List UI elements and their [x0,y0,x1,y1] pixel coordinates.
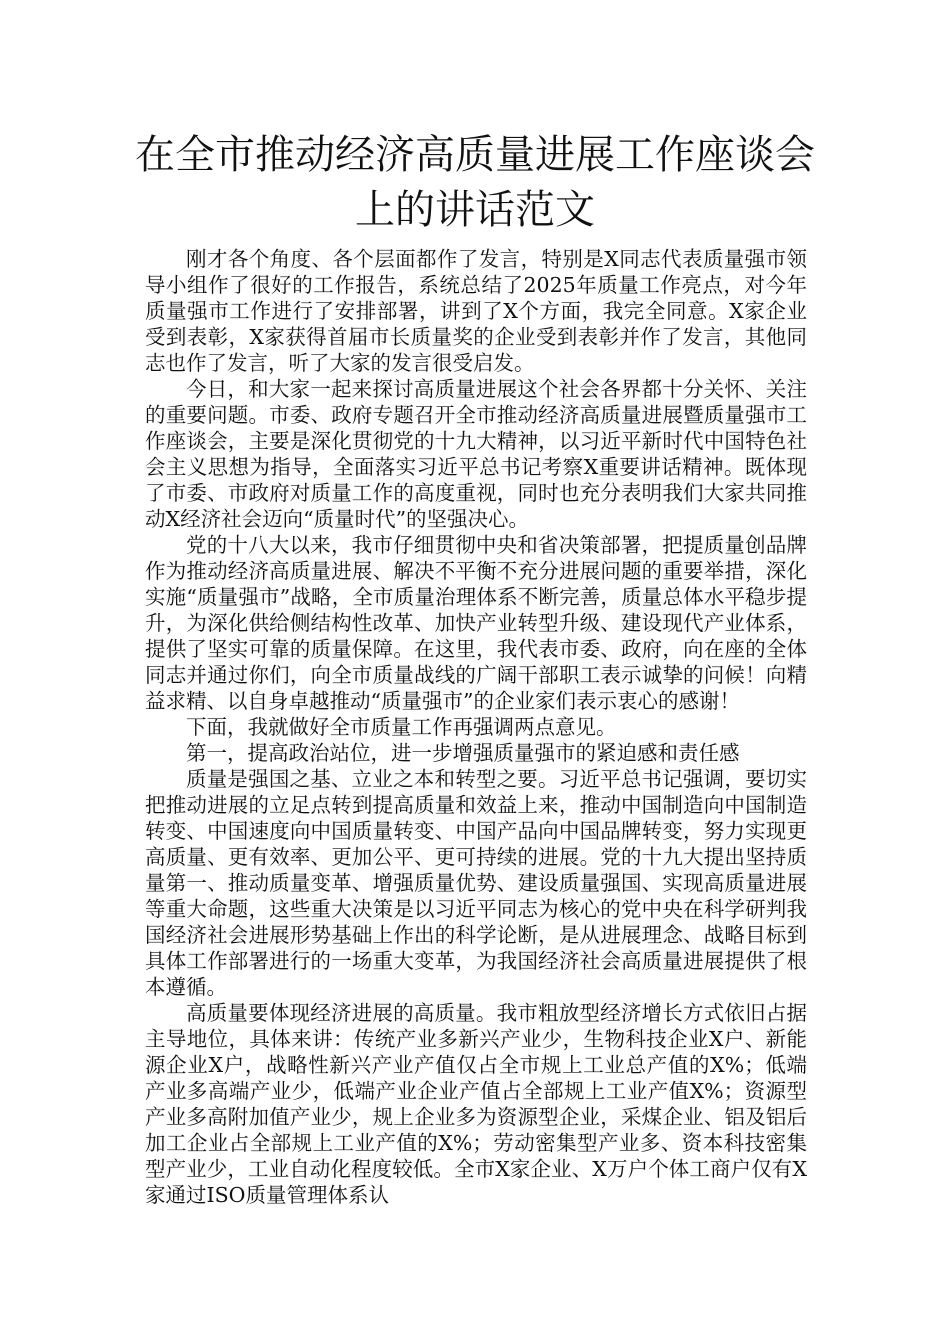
document-body [145,246,807,1208]
paragraph: 今日，和大家一起来探讨高质量进展这个社会各界都十分关怀、关注的重要问题。市委、政府专题召开全市推动经济高质量进展暨质量强市工作座谈会，主要是深化贯彻党的十九大精神，以习近平新时代中国特色社会主义思想为指导，全面落实习近平总书记考察X重要讲话精神。既体现了市委、市政府对质量工作的高度重视，同时也充分表明我们大家共同推动X经济社会迈向“质量时代”的坚强决心。 [145,377,807,531]
title-line-2: 上的讲话范文 [355,187,595,233]
paragraph: 质量是强国之基、立业之本和转型之要。习近平总书记强调，要切实把推动进展的立足点转到提高质量和效益上来，推动中国制造向中国制造转变、中国速度向中国质量转变、中国产品向中国品牌转变，努力实现更高质量、更有效率、更加公平、更可持续的进展。党的十九大提出坚持质量第一、推动质量变革、增强质量优势、建设质量强国、实现高质量进展等重大命题，这些重大决策是以习近平同志为核心的党中央在科学研判我国经济社会进展形势基础上作出的科学论断，是从进展理念、战略目标到具体工作部署进行的一场重大变革，为我国经济社会高质量进展提供了根本遵循。 [145,767,807,999]
paragraph: 刚才各个角度、各个层面都作了发言，特别是X同志代表质量强市领导小组作了很好的工作报告，系统总结了2025年质量工作亮点，对今年质量强市工作进行了安排部署，讲到了X个方面，我完全同意。X家企业受到表彰，X家获得首届市长质量奖的企业受到表彰并作了发言，其他同志也作了发言，听了大家的发言很受启发。 [145,247,807,375]
paragraph: 高质量要体现经济进展的高质量。我市粗放型经济增长方式依旧占据主导地位，具体来讲：传统产业多新兴产业少，生物科技企业X户、新能源企业X户，战略性新兴产业产值仅占全市规上工业总产值的X%；低端产业多高端产业少，低端产业企业产值占全部规上工业产值X%；资源型产业多高附加值产业少，规上企业多为资源型企业，采煤企业、铝及铝后加工企业占全部规上工业产值的X%；劳动密集型产业多、资本科技密集型产业少，工业自动化程度较低。全市X家企业、X万户个体工商户仅有X家通过ISO质量管理体系认 [145,1001,807,1207]
paragraph: 下面，我就做好全市质量工作再强调两点意见。 [186,715,617,739]
document-title [120,128,830,238]
section-heading: 第一，提高政治站位，进一步增强质量强市的紧迫感和责任感 [186,741,740,765]
paragraph: 党的十八大以来，我市仔细贯彻中央和省决策部署，把提质量创品牌作为推动经济高质量进展、解决不平衡不充分进展问题的重要举措，深化实施“质量强市”战略，全市质量治理体系不断完善，质量总体水平稳步提升，为深化供给侧结构性改革、加快产业转型升级、建设现代产业体系，提供了坚实可靠的质量保障。在这里，我代表市委、政府，向在座的全体同志并通过你们，向全市质量战线的广阔干部职工表示诚挚的问候！向精益求精、以自身卓越推动“质量强市”的企业家们表示衷心的感谢！ [145,533,807,713]
title-line-1: 在全市推动经济高质量进展工作座谈会 [135,132,815,178]
